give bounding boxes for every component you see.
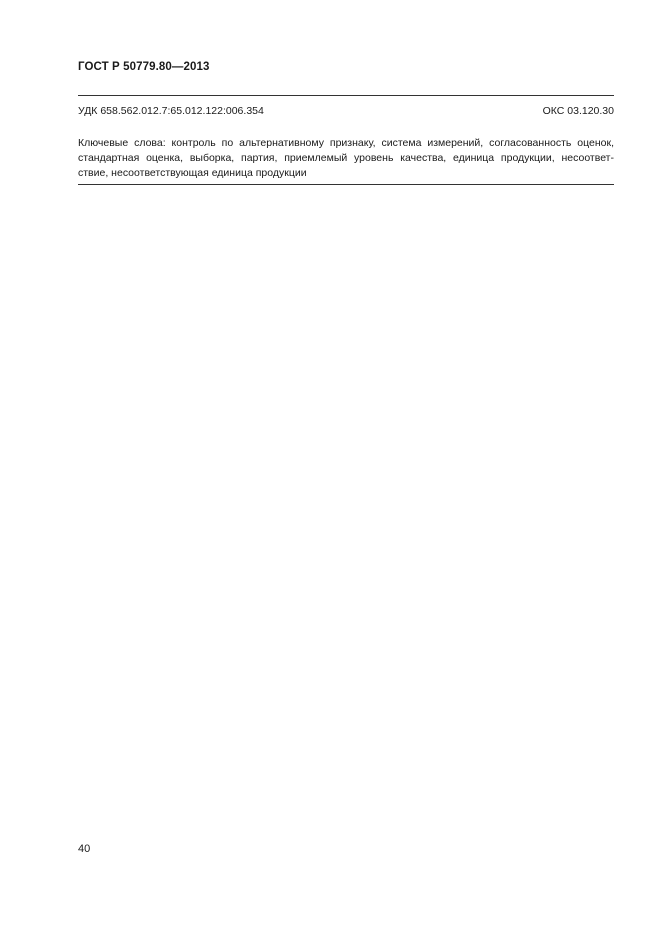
classification-row (78, 105, 614, 117)
oks-code: ОКС 03.120.30 (542, 105, 614, 117)
keywords-paragraph (78, 136, 614, 181)
bottom-divider (78, 184, 614, 185)
udc-code: УДК 658.562.012.7:65.012.122:006.354 (78, 105, 264, 117)
keywords-line: ствие, несоответствующая единица продукции (78, 167, 307, 179)
keywords-line: стандартная оценка, выборка, партия, приемлемый уровень качества, единица продукции, несоответ- (78, 152, 614, 164)
top-divider (78, 95, 614, 96)
document-standard-id: ГОСТ Р 50779.80—2013 (78, 61, 210, 73)
keywords-line: Ключевые слова: контроль по альтернативному признаку, система измерений, согласованность оценок, (78, 137, 614, 149)
page-number: 40 (78, 843, 91, 855)
